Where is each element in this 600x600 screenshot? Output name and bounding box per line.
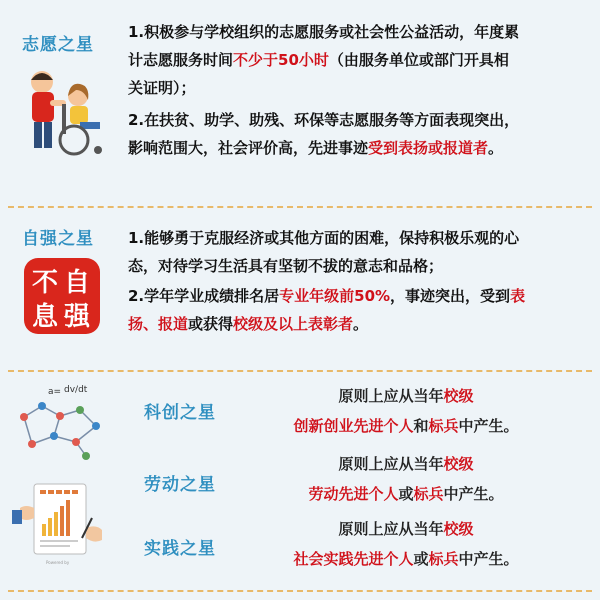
self-strong-line-4b: 。: [353, 315, 369, 333]
innovation-line-2b: 中产生。: [458, 417, 519, 435]
practice-or: 或: [413, 550, 429, 568]
section-divider-1: [8, 206, 592, 208]
svg-text:a=: a=: [48, 387, 62, 397]
volunteer-line-2a: 计志愿服务时间: [128, 51, 234, 69]
svg-text:dv/dt: dv/dt: [64, 385, 88, 395]
innovation-and: 和: [413, 417, 429, 435]
volunteer-line-5a: 影响范围大，社会评价高，先进事迹: [128, 139, 369, 157]
wheelchair-illustration-icon: [10, 60, 110, 160]
self-strong-honors: 校级及以上表彰者: [233, 315, 354, 333]
self-strong-star-title: 自强之星: [22, 229, 94, 249]
self-strong-line-1: 1.能够勇于克服经济或其他方面的困难，保持积极乐观的心: [128, 229, 520, 247]
svg-text:Powered by: Powered by: [46, 560, 70, 565]
self-strong-line-3-red: 表: [510, 287, 526, 305]
volunteer-line-2b: （由服务单位或部门开具相: [328, 51, 509, 69]
self-strong-stamp: [24, 258, 100, 334]
self-strong-line-3a: 2.学年学业成绩排名居: [128, 287, 280, 305]
practice-model: 标兵: [428, 550, 459, 568]
self-strong-rank: 专业年级前50%: [279, 287, 391, 305]
volunteer-star-title: 志愿之星: [22, 35, 94, 55]
practice-school-level: 校级: [443, 520, 474, 538]
labor-model: 标兵: [413, 485, 444, 503]
network-graph-icon: [14, 382, 104, 462]
stamp-char-3: 不: [32, 268, 59, 298]
practice-line-1a: 原则上应从当年: [338, 520, 444, 538]
innovation-line-1a: 原则上应从当年: [338, 387, 444, 405]
volunteer-line-5b: 。: [488, 139, 504, 157]
stamp-char-1: 自: [64, 268, 91, 298]
stamp-char-4: 息: [32, 302, 59, 332]
innovation-model: 标兵: [428, 417, 459, 435]
self-strong-line-2: 态，对待学习生活具有坚韧不拔的意志和品格；: [128, 257, 444, 275]
volunteer-praised: 受到表扬或报道者: [368, 139, 489, 157]
innovation-advanced-person: 创新创业先进个人: [293, 417, 414, 435]
labor-school-level: 校级: [443, 455, 474, 473]
volunteer-line-4: 2.在扶贫、助学、助残、环保等志愿服务等方面表现突出，: [128, 111, 520, 129]
innovation-school-level: 校级: [443, 387, 474, 405]
labor-or: 或: [398, 485, 414, 503]
labor-star-title: 劳动之星: [144, 475, 216, 495]
practice-advanced-person: 社会实践先进个人: [293, 550, 414, 568]
volunteer-line-3: 关证明）；: [128, 79, 196, 97]
practice-line-2b: 中产生。: [458, 550, 519, 568]
section-divider-bottom: [8, 590, 592, 592]
labor-line-1a: 原则上应从当年: [338, 455, 444, 473]
practice-star-title: 实践之星: [144, 539, 216, 559]
stamp-char-2: 强: [64, 302, 91, 332]
labor-line-2b: 中产生。: [443, 485, 504, 503]
self-strong-line-4a: 或获得: [188, 315, 234, 333]
volunteer-min-hours: 不少于50小时: [233, 51, 329, 69]
labor-advanced-person: 劳动先进个人: [308, 485, 399, 503]
self-strong-line-4-red1: 扬、报道: [128, 315, 189, 333]
volunteer-line-1: 1.积极参与学校组织的志愿服务或社会性公益活动，年度累: [128, 23, 520, 41]
section-divider-2: [8, 370, 592, 372]
innovation-star-title: 科创之星: [144, 403, 216, 423]
report-chart-illustration-icon: [12, 478, 108, 568]
self-strong-line-3b: ，事迹突出，受到: [390, 287, 511, 305]
